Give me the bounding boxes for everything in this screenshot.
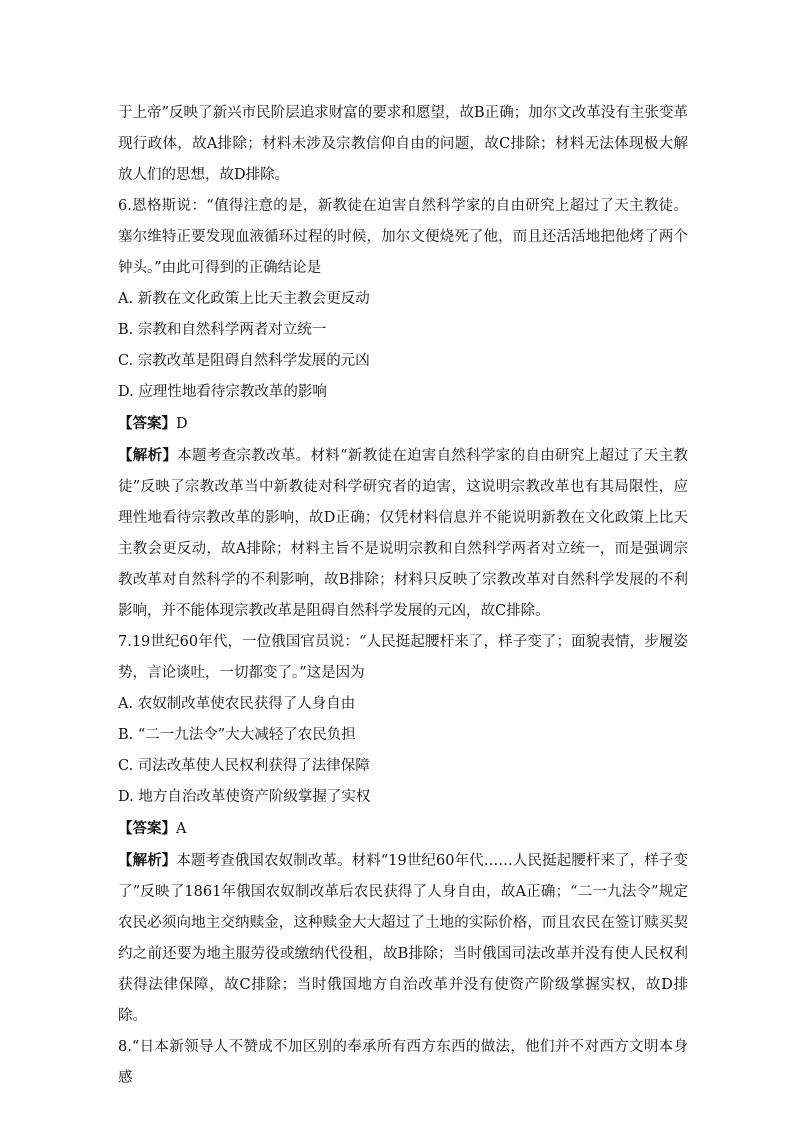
analysis-text: 本题考查俄国农奴制改革。材料“19世纪60年代……人民挺起腰杆来了，样子变了”反映了1861年俄国农奴制改革后农民获得了人身自由，故A正确；“二一九法令”规定农民必须向地主交纳赎金，这种赎金大大超过了土地的实际价格，而且农民在签订赎买契约之前还要为地主服劳役或缴纳代役租，故B排除；当时俄国司法改革并没有使人民权利获得法律保障，故C排除；当时俄国地方自治改革并没有使资产阶级掌握实权，故D排除。 (118, 853, 689, 1024)
answer-line (118, 408, 688, 440)
analysis-paragraph (118, 440, 688, 627)
option-d: D. 应理性地看待宗教改革的影响 (118, 384, 327, 400)
option-a: A. 农奴制改革使农民获得了人身自由 (118, 696, 356, 712)
option-b: B. 宗教和自然科学两者对立统一 (118, 322, 327, 338)
answer-value: D (176, 416, 188, 432)
question-8-stem: 8.“日本新领导人不赞成不加区别的奉承所有西方东西的做法，他们并不对西方文明本身感 (118, 1039, 688, 1086)
answer-label: 【答案】 (118, 415, 176, 432)
option-d: D. 地方自治改革使资产阶级掌握了实权 (118, 789, 371, 805)
analysis-label: 【解析】 (118, 852, 177, 869)
answer-label: 【答案】 (118, 820, 176, 837)
question-7 (118, 627, 688, 1032)
question-stem: 6.恩格斯说：“值得注意的是，新教徒在迫害自然科学家的自由研究上超过了天主教徒。塞尔维特正要发现血液循环过程的时候，加尔文便烧死了他，而且还活活地把他烤了两个钟头。”由此可得到的正确结论是 (118, 198, 688, 276)
option-c: C. 司法改革使人民权利获得了法律保障 (118, 758, 370, 774)
previous-analysis-continuation: 于上帝”反映了新兴市民阶层追求财富的要求和愿望，故B正确；加尔文改革没有主张变革现行政体，故A排除；材料未涉及宗教信仰自由的问题，故C排除；材料无法体现极大解放人们的思想，故D排除。 (118, 105, 688, 183)
question-6 (118, 191, 688, 627)
document-content (118, 98, 688, 1094)
question-stem: 7.19世纪60年代，一位俄国官员说：“人民挺起腰杆来了，样子变了；面貌表情，步履姿势，言论谈吐，一切都变了。”这是因为 (118, 634, 688, 681)
option-c: C. 宗教改革是阻碍自然科学发展的元凶 (118, 353, 370, 369)
option-a: A. 新教在文化政策上比天主教会更反动 (118, 291, 370, 307)
analysis-paragraph (118, 845, 688, 1032)
answer-value: A (176, 821, 187, 837)
analysis-text: 本题考查宗教改革。材料“新教徒在迫害自然科学家的自由研究上超过了天主教徒”反映了宗教改革当中新教徒对科学研究者的迫害，这说明宗教改革也有其局限性，应理性地看待宗教改革的影响，故D正确；仅凭材料信息并不能说明新教在文化政策上比天主教会更反动，故A排除；材料主旨不是说明宗教和自然科学两者对立统一，而是强调宗教改革对自然科学的不利影响，故B排除；材料只反映了宗教改革对自然科学发展的不利影响，并不能体现宗教改革是阻碍自然科学发展的元凶，故C排除。 (118, 448, 688, 619)
answer-line (118, 813, 688, 845)
option-b: B. “二一九法令”大大减轻了农民负担 (118, 727, 356, 743)
analysis-label: 【解析】 (118, 447, 178, 464)
